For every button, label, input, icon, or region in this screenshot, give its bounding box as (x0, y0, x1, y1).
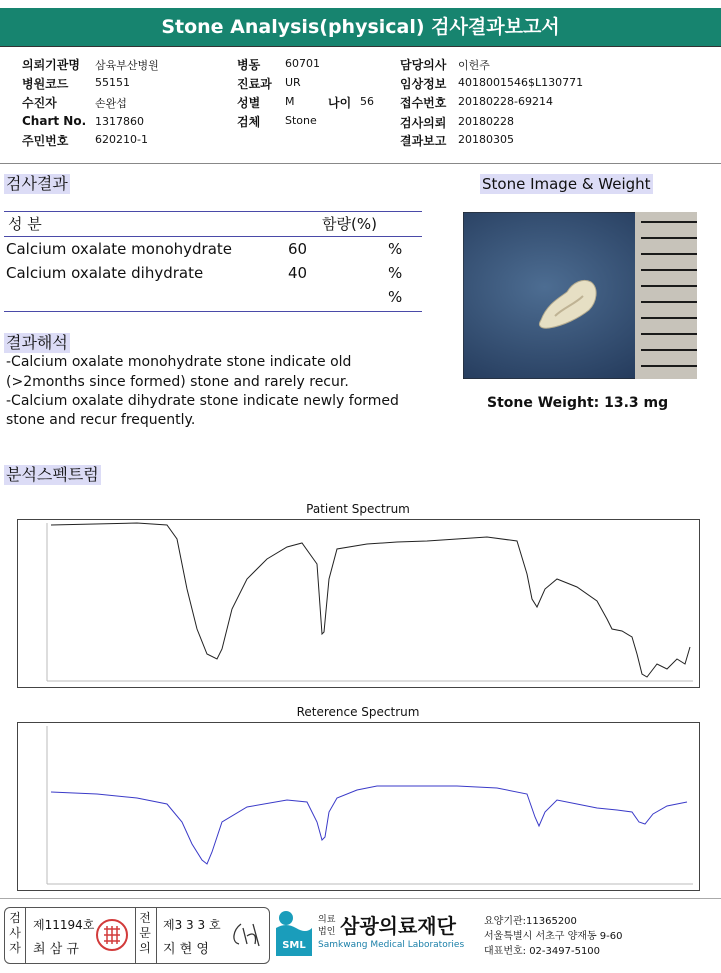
interpretation-line: (>2months since formed) stone and rarely recur. (6, 374, 349, 390)
component-value: 40 (288, 264, 308, 282)
report-value: 20180305 (458, 133, 514, 146)
patient-spectrum-title: Patient Spectrum (306, 502, 410, 516)
footer-divider (0, 898, 721, 899)
clinical-label: 임상정보 (400, 77, 447, 91)
stone-weight: Stone Weight: 13.3 mg (487, 395, 669, 411)
sml-logo-icon (272, 908, 316, 960)
ward-label: 병동 (237, 58, 261, 72)
org-prefix-1: 의료 (318, 915, 336, 925)
results-top-rule (4, 211, 422, 212)
age-label: 나이 (328, 96, 352, 110)
code-label: 병원코드 (22, 77, 69, 91)
specimen-value: Stone (285, 114, 317, 127)
dept-label: 진료과 (237, 77, 272, 91)
sex-value: M (285, 95, 295, 108)
specimen-label: 검체 (237, 115, 261, 129)
address: 서울특별시 서초구 양재동 9-60 (484, 931, 623, 942)
receipt-label: 접수번호 (400, 96, 447, 110)
chart-label: Chart No. (22, 114, 87, 128)
interpretation-line: -Calcium oxalate monohydrate stone indicate old (6, 354, 352, 370)
col-component: 성 분 (8, 215, 42, 233)
patient-spectrum-chart (17, 519, 700, 688)
stone-photo (463, 212, 697, 379)
specialist-name: 지 현 영 (163, 942, 209, 957)
id-value: 620210-1 (95, 133, 148, 146)
doctor-label: 담당의사 (400, 58, 447, 72)
component-name: Calcium oxalate dihydrate (6, 264, 204, 282)
component-unit: % (388, 240, 403, 258)
header-divider (0, 46, 721, 47)
phone: 대표번호: 02-3497-5100 (484, 946, 601, 957)
inspector-label: 검사자 (9, 911, 21, 955)
chart-value: 1317860 (95, 115, 144, 128)
inspector-no: 제11194호 (33, 918, 95, 932)
care-number: 요양기관:11365200 (484, 916, 577, 927)
component-unit: % (388, 264, 403, 282)
receipt-value: 20180228-69214 (458, 95, 553, 108)
signature-box (4, 907, 270, 964)
inspector-name: 최 삼 규 (33, 942, 79, 957)
col-amount: 함량(%) (322, 215, 377, 233)
info-divider (0, 163, 721, 164)
ward-value: 60701 (285, 57, 320, 70)
interpretation-title: 결과해석 (6, 333, 68, 352)
reference-spectrum-chart (17, 722, 700, 891)
spectrum-section-title: 분석스펙트럼 (6, 465, 99, 484)
component-name: Calcium oxalate monohydrate (6, 240, 233, 258)
reference-spectrum-title: Reterence Spectrum (296, 705, 420, 719)
patient-label: 수진자 (22, 96, 57, 110)
stone-image-title: Stone Image & Weight (482, 175, 651, 193)
sex-label: 성별 (237, 96, 261, 110)
logo-badge-text: SML (282, 940, 306, 951)
specialist-no: 제3 3 3 호 (163, 918, 221, 932)
request-value: 20180228 (458, 115, 514, 128)
component-value: 60 (288, 240, 308, 258)
inspector-seal (95, 918, 129, 952)
patient-value: 손완섭 (95, 97, 127, 110)
report-title: Stone Analysis(physical) 검사결과보고서 (0, 8, 721, 46)
doctor-value: 이헌주 (458, 59, 490, 72)
hospital-label: 의뢰기관명 (22, 58, 80, 72)
results-bottom-rule (4, 311, 422, 312)
code-value: 55151 (95, 76, 130, 89)
id-label: 주민번호 (22, 134, 69, 148)
results-header-rule (4, 236, 422, 237)
hospital-value: 삼육부산병원 (95, 59, 159, 72)
interpretation-line: -Calcium oxalate dihydrate stone indicate newly formed (6, 393, 399, 409)
specialist-label: 전문의 (139, 911, 151, 955)
report-label: 결과보고 (400, 134, 447, 148)
request-label: 검사의뢰 (400, 116, 447, 130)
org-name: 삼광의료재단 (340, 914, 456, 938)
dept-value: UR (285, 76, 301, 89)
org-prefix-2: 법인 (318, 927, 336, 937)
clinical-value: 4018001546$L130771 (458, 76, 584, 89)
age-value: 56 (360, 95, 374, 108)
results-section-title: 검사결과 (6, 174, 68, 193)
interpretation-line: stone and recur frequently. (6, 412, 196, 428)
component-unit: % (388, 288, 403, 306)
specialist-signature (227, 920, 263, 950)
org-english: Samkwang Medical Laboratories (318, 940, 465, 950)
